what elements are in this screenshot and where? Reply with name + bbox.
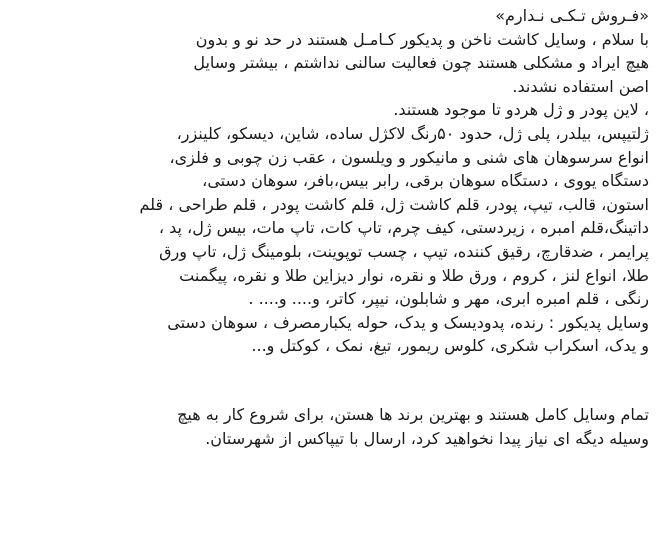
- paragraph-items-list: [17, 4, 649, 358]
- text-line: رنگی ، قلم امبره ابری، مهر و شابلون، نیپر، کاتر، و.... و.... .: [248, 289, 649, 309]
- text-line: وسیله دیگه ای نیاز پیدا نخواهید کرد، ارسال با تیپاکس از شهرستان.: [205, 428, 649, 448]
- text-line: پرایمر ، ضدقارچ، رقیق کننده، تیپ ، چسب توپوینت، بلومینگ ژل، تاپ ورق: [159, 241, 649, 261]
- text-line: دستگاه یووی ، دستگاه سوهان برقی، رابر بیس،بافر، سوهان دستی،: [202, 171, 649, 191]
- closing-paragraph: [17, 403, 649, 450]
- text-line: با سلام ، وسایل کاشت ناخن و پدیکور کـامـل هستند در حد نو و بدون: [195, 29, 649, 49]
- text-line: هیچ ایراد و مشکلی هستند چون فعالیت سالنی نداشتم ، بیشتر وسایل: [193, 53, 649, 73]
- text-line: ، لاین پودر و ژل هردو تا موجود هستند.: [393, 100, 649, 120]
- text-line: و یدک، اسکراب شکری، کلوس ریمور، تیغ، نمک ، کوکتل و...: [251, 336, 649, 356]
- text-line: طلا، انواع لنز ، کروم ، ورق طلا و نقره، نوار دیزاین طلا و نقره، پیگمنت: [179, 265, 649, 285]
- title-line: «فـروش تـکـی نـدارم»: [495, 6, 649, 25]
- text-line: وسایل پدیکور : رنده، پدودیسک و یدک، حوله یکبارمصرف ، سوهان دستی: [167, 312, 649, 332]
- text-line: استون، قالب، تیپ، پودر، قلم کاشت ژل، قلم کاشت پودر ، قلم طراحی ، قلم: [139, 194, 649, 214]
- announcement-text: [17, 4, 649, 450]
- text-line: تمام وسایل کامل هستند و بهترین برند ها هستن، برای شروع کار به هیچ: [177, 404, 649, 424]
- paragraph-gap: [17, 358, 649, 403]
- text-line: ژلتیپس، بیلدر، پلی ژل، حدود ۵۰رنگ لاکژل ساده، شاین، دیسکو، کلینزر،: [176, 123, 649, 143]
- text-line: انواع سرسوهان های شنی و مانیکور و ویلسون ، عقب زن چوبی و فلزی،: [169, 147, 649, 167]
- text-line: اصن استفاده نشدند.: [512, 76, 649, 96]
- text-line: داتینگ،قلم امبره ، زیردستی، کیف چرم، تاپ کات، تاپ مات، بیس ژل، پد ،: [158, 218, 649, 238]
